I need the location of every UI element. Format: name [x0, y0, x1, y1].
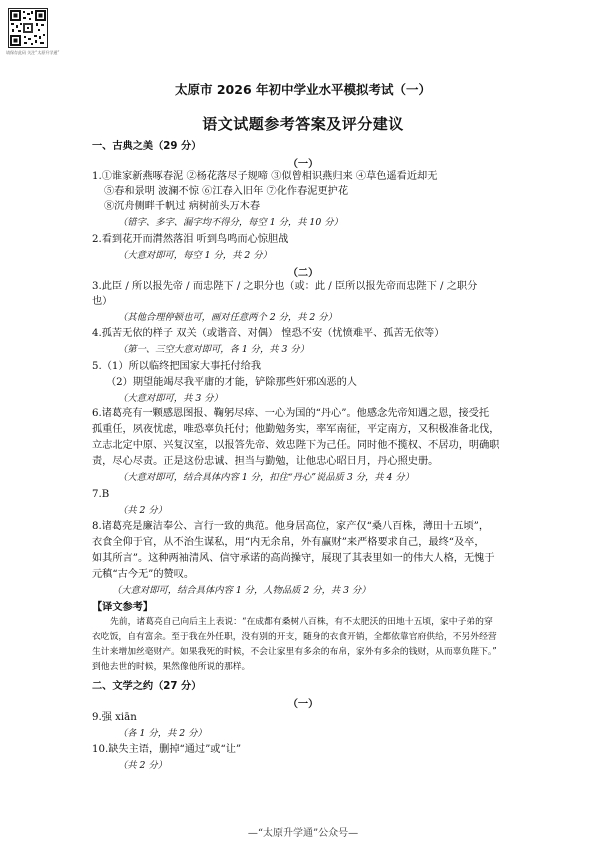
q5-scoring: （大意对即可，共 3 分） [118, 393, 223, 404]
q6-answer-line-1: 6.诸葛亮有一颗感恩图报、鞠躬尽瘁、一心为国的“丹心”。他感念先帝知遇之恩，接受托 [92, 408, 490, 419]
q9-scoring: （各 1 分，共 2 分） [118, 728, 207, 739]
q1-answer-line-1: 1.①谁家新燕啄春泥 ②杨花落尽子规啼 ③似曾相识燕归来 ④草色遥看近却无 [92, 171, 438, 182]
qr-code [8, 8, 48, 48]
part-2-label: （二） [287, 267, 319, 279]
q8-scoring: （大意对即可，结合具体内容 1 分，人物品质 2 分，共 3 分） [112, 585, 371, 596]
q8-answer-line-4: 元稹“古今无”的赞叹。 [92, 569, 195, 580]
q6-scoring: （大意对即可，结合具体内容 1 分，扣住“丹心”说品质 3 分，共 4 分） [118, 472, 414, 483]
section-2-part-1-label: （一） [287, 698, 319, 710]
translation-line-3: 生计来增加丝毫财产。如果我死的时候，不会让家里有多余的布帛，家外有多余的钱财，从而辜负陛下。” [92, 647, 497, 657]
exam-title: 太原市 2026 年初中学业水平模拟考试（一） [175, 82, 431, 97]
q10-scoring: （共 2 分） [118, 760, 168, 771]
q9-answer: 9.强 xiān [92, 712, 137, 723]
q10-answer: 10.缺失主语，删掉“通过”或“让” [92, 744, 242, 755]
q8-answer-line-3: 如其所言”。这种两袖清风、信守承诺的高尚操守，展现了其表里如一的伟大人格，无愧于 [92, 553, 495, 564]
translation-line-4: 到他去世的时候，果然像他所说的那样。 [92, 662, 251, 672]
q3-answer-line-1: 3.此臣 / 所以报先帝 / 而忠陛下 / 之职分也（或：此 / 臣所以报先帝而忠陛下 / 之职分 [92, 281, 478, 292]
q2-scoring: （大意对即可，每空 1 分，共 2 分） [118, 250, 272, 261]
q5-answer-line-1: 5.（1）所以临终把国家大事托付给我 [92, 361, 262, 372]
section-1-heading: 一、古典之美（29 分） [92, 141, 202, 152]
q8-answer-line-1: 8.诸葛亮是廉洁奉公、言行一致的典范。他身居高位，家产仅“桑八百株，薄田十五顷”， [92, 521, 490, 532]
translation-heading: 【译文参考】 [92, 602, 154, 613]
q3-scoring: （其他合理停顿也可，画对任意两个 2 分，共 2 分） [118, 312, 337, 323]
q4-scoring: （第一、三空大意对即可，各 1 分，共 3 分） [118, 344, 309, 355]
translation-line-1: 先前，诸葛亮自己向后主上表说：“在成都有桑树八百株，有不太肥沃的田地十五顷，家中子弟的穿 [110, 617, 493, 627]
q1-scoring: （错字、多字、漏字均不得分，每空 1 分，共 10 分） [118, 217, 343, 228]
q6-answer-line-2: 孤重任，夙夜忧虑，唯恐辜负托付；他勤勉务实，率军南征，平定南方，又积极准备北伐， [92, 424, 500, 435]
q4-answer: 4.孤苦无依的样子 双关（或谐音、对偶） 惶恐不安（忧愤难平、孤苦无依等） [92, 328, 445, 339]
q1-answer-line-3: ⑧沉舟侧畔千帆过 病树前头万木春 [104, 201, 261, 212]
section-2-heading: 二、文学之约（27 分） [92, 681, 202, 692]
q6-answer-line-4: 责，尽心尽责。正是这份忠诚、担当与勤勉，让他忠心昭日月，丹心照史册。 [92, 456, 439, 467]
q2-answer: 2.看到花开而潸然落泪 听到鸟鸣而心惊胆战 [92, 234, 289, 245]
qr-caption: 请保存此码 关注“太原升学通” [6, 50, 60, 55]
q7-scoring: （共 2 分） [118, 505, 168, 516]
translation-line-2: 衣吃饭，自有富余。至于我在外任职，没有别的开支，随身的衣食开销，全都依靠官府供给，不另外经营 [92, 632, 497, 642]
q1-answer-line-2: ⑤春和景明 波澜不惊 ⑥江春入旧年 ⑦化作春泥更护花 [104, 186, 349, 197]
q7-answer: 7.B [92, 489, 110, 500]
page-footer: —“太原升学通”公众号— [247, 828, 359, 839]
q5-answer-line-2: （2）期望能竭尽我平庸的才能，铲除那些奸邪凶恶的人 [106, 377, 357, 388]
part-1-label: （一） [287, 158, 319, 170]
q8-answer-line-2: 衣食全仰于官，从不治生谋私，用“内无余帛，外有赢财”来严格要求自己，最终“及卒， [92, 537, 485, 548]
document-subtitle: 语文试题参考答案及评分建议 [202, 115, 404, 133]
q3-answer-line-2: 也） [92, 296, 113, 307]
qr-code-graphic [9, 9, 47, 47]
q6-answer-line-3: 立志北定中原、兴复汉室，以报答先帝、效忠陛下为己任。同时他不揽权、不居功，明确职 [92, 440, 500, 451]
